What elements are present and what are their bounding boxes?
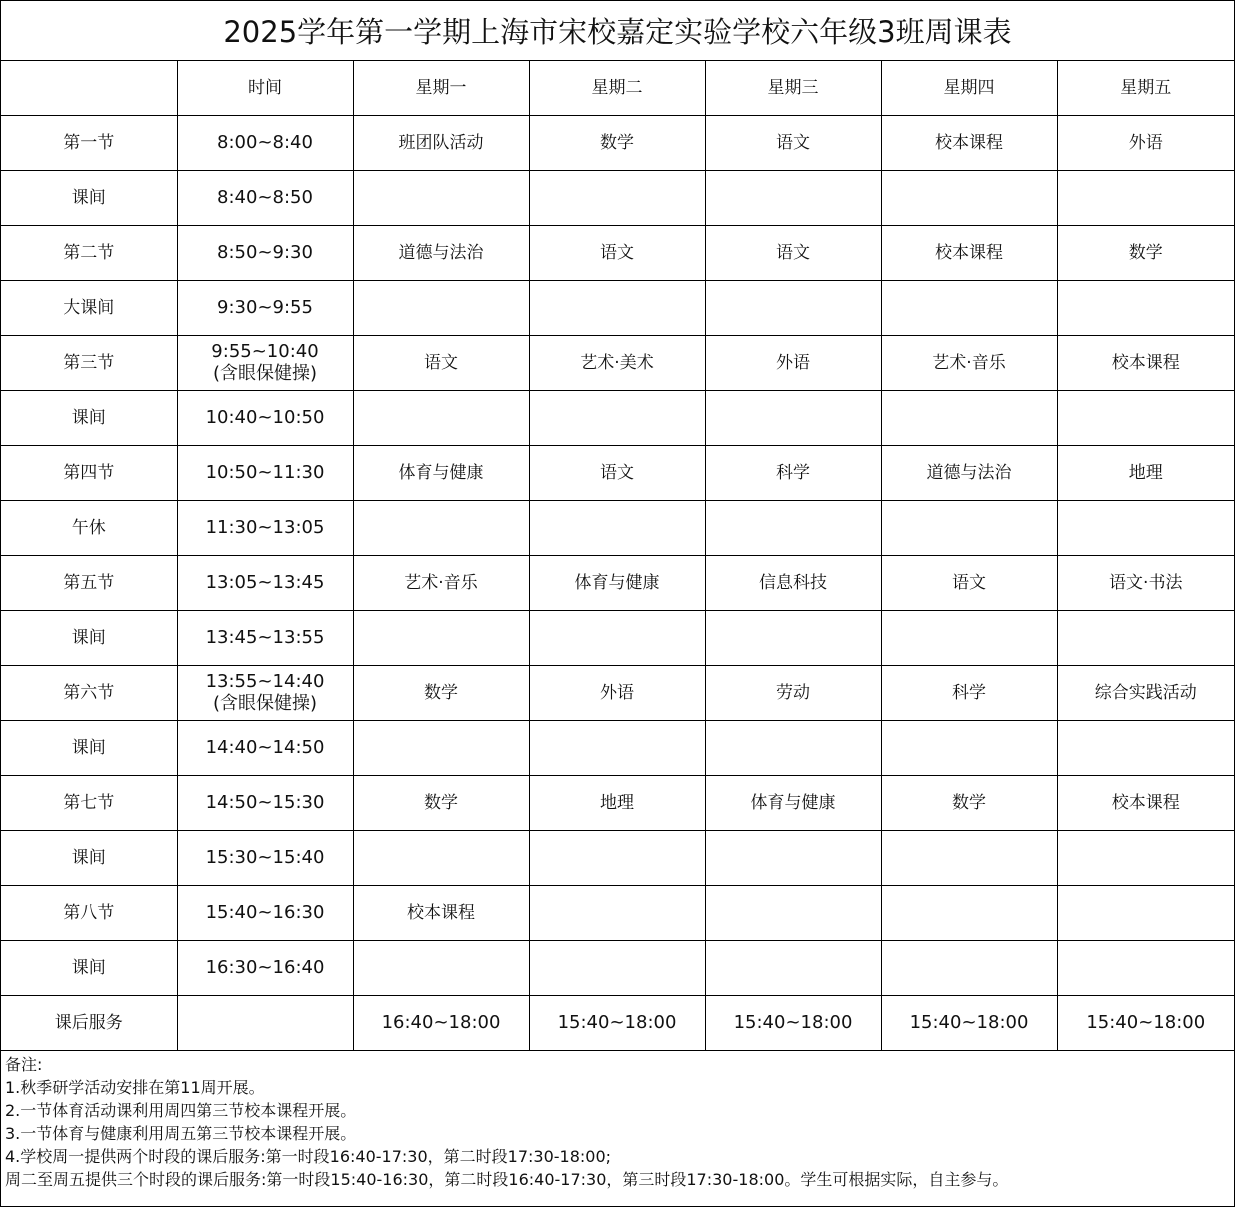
period-label: 课间 bbox=[1, 171, 177, 226]
time-range: 14:50~15:30 bbox=[205, 792, 325, 813]
timetable-body bbox=[1, 61, 1234, 1051]
subject-cell-monday bbox=[353, 281, 529, 336]
subject-cell-thursday: 道德与法治 bbox=[881, 446, 1057, 501]
subject-cell-thursday bbox=[881, 611, 1057, 666]
after-school-service-row bbox=[1, 996, 1234, 1051]
subject-cell-wednesday bbox=[705, 391, 881, 446]
subject-cell-friday: 校本课程 bbox=[1057, 776, 1234, 831]
period-label: 第六节 bbox=[1, 666, 177, 721]
subject-cell-tuesday bbox=[529, 281, 705, 336]
subject-cell-monday bbox=[353, 171, 529, 226]
header-cell-time: 时间 bbox=[177, 61, 353, 116]
note-line: 1.秋季研学活动安排在第11周开展。 bbox=[5, 1078, 265, 1097]
subject-cell-monday bbox=[353, 831, 529, 886]
header-cell-tuesday: 星期二 bbox=[529, 61, 705, 116]
subject-cell-thursday bbox=[881, 281, 1057, 336]
subject-cell-thursday: 语文 bbox=[881, 556, 1057, 611]
period-time bbox=[177, 556, 353, 611]
period-label: 大课间 bbox=[1, 281, 177, 336]
subject-cell-wednesday: 体育与健康 bbox=[705, 776, 881, 831]
note-line: 4.学校周一提供两个时段的课后服务:第一时段16:40-17:30，第二时段17:30-18:00; bbox=[5, 1147, 612, 1166]
period-row bbox=[1, 776, 1234, 831]
service-time-wednesday: 15:40~18:00 bbox=[705, 996, 881, 1051]
period-label: 课间 bbox=[1, 721, 177, 776]
time-range: 13:45~13:55 bbox=[205, 627, 325, 648]
time-range: 8:40~8:50 bbox=[217, 187, 313, 208]
subject-cell-wednesday: 劳动 bbox=[705, 666, 881, 721]
period-row bbox=[1, 336, 1234, 391]
subject-cell-friday: 语文·书法 bbox=[1057, 556, 1234, 611]
time-range: 15:40~16:30 bbox=[205, 902, 325, 923]
subject-cell-wednesday bbox=[705, 831, 881, 886]
subject-cell-friday bbox=[1057, 721, 1234, 776]
period-time bbox=[177, 116, 353, 171]
subject-cell-friday: 校本课程 bbox=[1057, 336, 1234, 391]
notes-section bbox=[1, 1051, 1234, 1191]
subject-cell-friday bbox=[1057, 941, 1234, 996]
subject-cell-thursday: 校本课程 bbox=[881, 116, 1057, 171]
period-row bbox=[1, 171, 1234, 226]
subject-cell-thursday bbox=[881, 886, 1057, 941]
period-row bbox=[1, 226, 1234, 281]
period-row bbox=[1, 391, 1234, 446]
period-label: 课后服务 bbox=[1, 996, 177, 1051]
header-cell-corner bbox=[1, 61, 177, 116]
time-range: 15:30~15:40 bbox=[205, 847, 325, 868]
subject-cell-tuesday: 艺术·美术 bbox=[529, 336, 705, 391]
subject-cell-tuesday bbox=[529, 391, 705, 446]
period-label: 第五节 bbox=[1, 556, 177, 611]
subject-cell-friday bbox=[1057, 611, 1234, 666]
subject-cell-wednesday: 外语 bbox=[705, 336, 881, 391]
period-time bbox=[177, 831, 353, 886]
period-row bbox=[1, 116, 1234, 171]
time-range: 13:05~13:45 bbox=[205, 572, 325, 593]
period-time bbox=[177, 886, 353, 941]
subject-cell-thursday bbox=[881, 391, 1057, 446]
period-time bbox=[177, 171, 353, 226]
subject-cell-thursday bbox=[881, 941, 1057, 996]
subject-cell-monday: 数学 bbox=[353, 666, 529, 721]
period-row bbox=[1, 611, 1234, 666]
subject-cell-thursday bbox=[881, 171, 1057, 226]
subject-cell-friday bbox=[1057, 501, 1234, 556]
subject-cell-friday bbox=[1057, 281, 1234, 336]
subject-cell-tuesday: 语文 bbox=[529, 446, 705, 501]
period-row bbox=[1, 831, 1234, 886]
subject-cell-wednesday bbox=[705, 281, 881, 336]
period-row bbox=[1, 666, 1234, 721]
period-row bbox=[1, 886, 1234, 941]
subject-cell-wednesday bbox=[705, 611, 881, 666]
subject-cell-wednesday: 信息科技 bbox=[705, 556, 881, 611]
period-row bbox=[1, 446, 1234, 501]
period-label: 第三节 bbox=[1, 336, 177, 391]
period-label: 课间 bbox=[1, 391, 177, 446]
subject-cell-thursday: 数学 bbox=[881, 776, 1057, 831]
subject-cell-monday: 体育与健康 bbox=[353, 446, 529, 501]
subject-cell-tuesday bbox=[529, 886, 705, 941]
subject-cell-tuesday: 外语 bbox=[529, 666, 705, 721]
period-row bbox=[1, 721, 1234, 776]
notes-heading: 备注: bbox=[5, 1055, 43, 1074]
time-range: 10:50~11:30 bbox=[205, 462, 325, 483]
time-note: (含眼保健操) bbox=[212, 693, 318, 714]
time-range: 9:55~10:40 bbox=[211, 341, 319, 362]
subject-cell-monday: 艺术·音乐 bbox=[353, 556, 529, 611]
service-time-thursday: 15:40~18:00 bbox=[881, 996, 1057, 1051]
period-time bbox=[177, 226, 353, 281]
subject-cell-tuesday bbox=[529, 941, 705, 996]
subject-cell-monday: 语文 bbox=[353, 336, 529, 391]
subject-cell-monday: 数学 bbox=[353, 776, 529, 831]
header-cell-friday: 星期五 bbox=[1057, 61, 1234, 116]
subject-cell-monday bbox=[353, 391, 529, 446]
subject-cell-monday bbox=[353, 611, 529, 666]
period-label: 第七节 bbox=[1, 776, 177, 831]
subject-cell-thursday bbox=[881, 831, 1057, 886]
period-label: 课间 bbox=[1, 831, 177, 886]
time-note: (含眼保健操) bbox=[212, 363, 318, 384]
subject-cell-monday bbox=[353, 501, 529, 556]
subject-cell-friday: 地理 bbox=[1057, 446, 1234, 501]
subject-cell-thursday: 校本课程 bbox=[881, 226, 1057, 281]
header-cell-thursday: 星期四 bbox=[881, 61, 1057, 116]
subject-cell-monday: 道德与法治 bbox=[353, 226, 529, 281]
time-range: 11:30~13:05 bbox=[205, 517, 325, 538]
period-time bbox=[177, 611, 353, 666]
time-range: 9:30~9:55 bbox=[217, 297, 313, 318]
subject-cell-wednesday: 语文 bbox=[705, 226, 881, 281]
period-label: 第一节 bbox=[1, 116, 177, 171]
page-title: 2025学年第一学期上海市宋校嘉定实验学校六年级3班周课表 bbox=[1, 1, 1234, 61]
period-label: 第八节 bbox=[1, 886, 177, 941]
period-time bbox=[177, 721, 353, 776]
subject-cell-friday bbox=[1057, 391, 1234, 446]
subject-cell-thursday: 艺术·音乐 bbox=[881, 336, 1057, 391]
period-time bbox=[177, 776, 353, 831]
period-label: 午休 bbox=[1, 501, 177, 556]
subject-cell-monday: 班团队活动 bbox=[353, 116, 529, 171]
subject-cell-tuesday: 地理 bbox=[529, 776, 705, 831]
period-row bbox=[1, 556, 1234, 611]
subject-cell-tuesday bbox=[529, 501, 705, 556]
period-label: 课间 bbox=[1, 941, 177, 996]
subject-cell-tuesday: 数学 bbox=[529, 116, 705, 171]
subject-cell-tuesday bbox=[529, 831, 705, 886]
period-time bbox=[177, 996, 353, 1051]
period-row bbox=[1, 941, 1234, 996]
subject-cell-friday: 外语 bbox=[1057, 116, 1234, 171]
period-time bbox=[177, 666, 353, 721]
subject-cell-thursday bbox=[881, 501, 1057, 556]
subject-cell-tuesday bbox=[529, 171, 705, 226]
service-time-tuesday: 15:40~18:00 bbox=[529, 996, 705, 1051]
subject-cell-thursday: 科学 bbox=[881, 666, 1057, 721]
period-time bbox=[177, 336, 353, 391]
time-range: 8:50~9:30 bbox=[217, 242, 313, 263]
timetable bbox=[1, 61, 1234, 1051]
header-row bbox=[1, 61, 1234, 116]
period-row bbox=[1, 281, 1234, 336]
period-label: 第四节 bbox=[1, 446, 177, 501]
subject-cell-tuesday: 体育与健康 bbox=[529, 556, 705, 611]
time-range: 14:40~14:50 bbox=[205, 737, 325, 758]
period-label: 课间 bbox=[1, 611, 177, 666]
period-time bbox=[177, 446, 353, 501]
subject-cell-wednesday bbox=[705, 171, 881, 226]
subject-cell-friday: 综合实践活动 bbox=[1057, 666, 1234, 721]
subject-cell-wednesday bbox=[705, 721, 881, 776]
service-time-friday: 15:40~18:00 bbox=[1057, 996, 1234, 1051]
time-range: 8:00~8:40 bbox=[217, 132, 313, 153]
note-line: 周二至周五提供三个时段的课后服务:第一时段15:40-16:30，第二时段16:40-17:30，第三时段17:30-18:00。学生可根据实际，自主参与。 bbox=[5, 1170, 1009, 1189]
service-time-monday: 16:40~18:00 bbox=[353, 996, 529, 1051]
subject-cell-wednesday: 科学 bbox=[705, 446, 881, 501]
period-time bbox=[177, 941, 353, 996]
note-line: 2.一节体育活动课利用周四第三节校本课程开展。 bbox=[5, 1101, 357, 1120]
period-time bbox=[177, 501, 353, 556]
subject-cell-friday: 数学 bbox=[1057, 226, 1234, 281]
period-label: 第二节 bbox=[1, 226, 177, 281]
subject-cell-wednesday bbox=[705, 886, 881, 941]
subject-cell-wednesday bbox=[705, 941, 881, 996]
period-time bbox=[177, 281, 353, 336]
subject-cell-monday: 校本课程 bbox=[353, 886, 529, 941]
subject-cell-monday bbox=[353, 721, 529, 776]
subject-cell-friday bbox=[1057, 831, 1234, 886]
period-row bbox=[1, 501, 1234, 556]
subject-cell-thursday bbox=[881, 721, 1057, 776]
header-cell-monday: 星期一 bbox=[353, 61, 529, 116]
subject-cell-monday bbox=[353, 941, 529, 996]
time-range: 16:30~16:40 bbox=[205, 957, 325, 978]
time-range: 13:55~14:40 bbox=[205, 671, 325, 692]
subject-cell-tuesday bbox=[529, 611, 705, 666]
subject-cell-friday bbox=[1057, 171, 1234, 226]
header-cell-wednesday: 星期三 bbox=[705, 61, 881, 116]
subject-cell-friday bbox=[1057, 886, 1234, 941]
time-range: 10:40~10:50 bbox=[205, 407, 325, 428]
subject-cell-tuesday bbox=[529, 721, 705, 776]
subject-cell-wednesday bbox=[705, 501, 881, 556]
subject-cell-tuesday: 语文 bbox=[529, 226, 705, 281]
subject-cell-wednesday: 语文 bbox=[705, 116, 881, 171]
note-line: 3.一节体育与健康利用周五第三节校本课程开展。 bbox=[5, 1124, 357, 1143]
period-time bbox=[177, 391, 353, 446]
